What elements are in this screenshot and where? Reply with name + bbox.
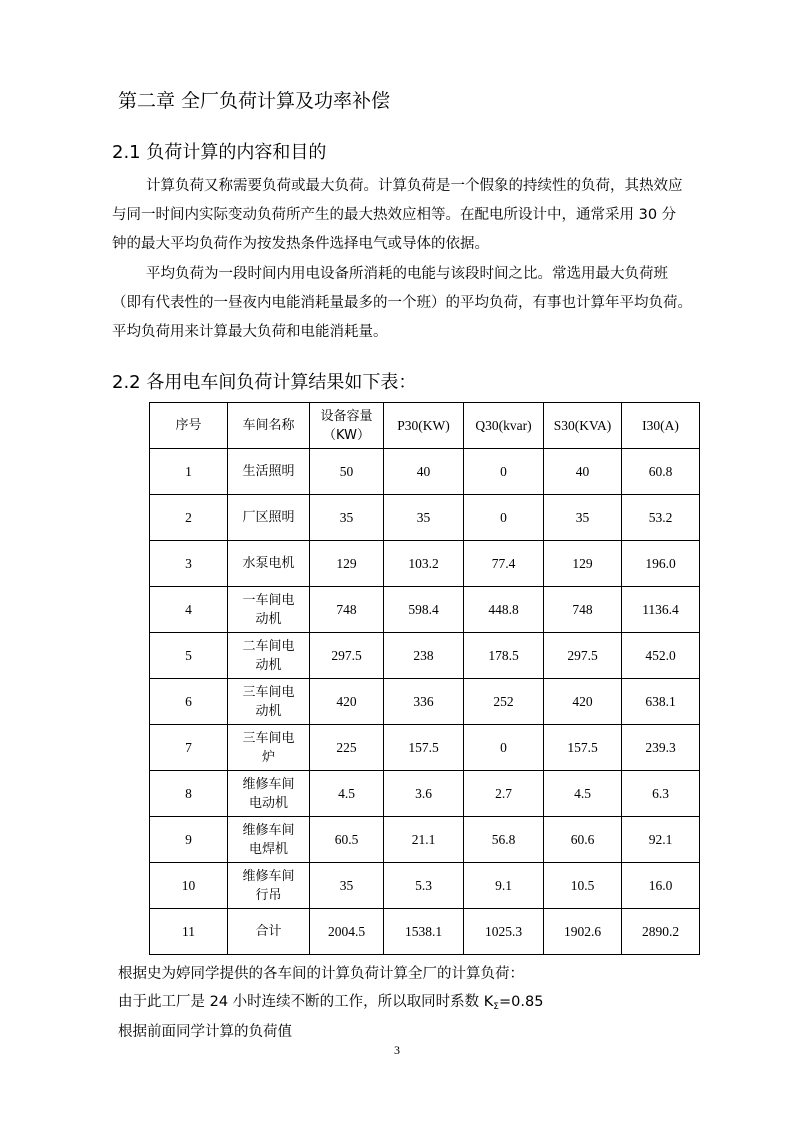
workshop-name-line: 一车间电 [242,592,295,608]
cell-workshop-name [228,771,310,817]
cell-workshop-name [228,541,310,587]
cell-p30: 21.1 [384,817,464,863]
workshop-name-line: 合计 [255,924,282,939]
table-row [150,909,700,955]
workshop-name-line: 行吊 [255,887,282,903]
header-no: 序号 [150,403,228,449]
cell-no: 11 [150,909,228,955]
cell-no: 6 [150,679,228,725]
header-p30: P30(KW) [384,403,464,449]
cell-q30: 9.1 [464,863,544,909]
cell-q30: 56.8 [464,817,544,863]
cell-workshop-name [228,495,310,541]
page-number: 3 [394,1043,400,1057]
cell-no: 2 [150,495,228,541]
cell-capacity: 35 [310,495,384,541]
cell-capacity: 420 [310,679,384,725]
workshop-name-line: 维修车间 [242,868,295,884]
cell-p30: 598.4 [384,587,464,633]
workshop-name-line: 维修车间 [242,776,295,792]
cell-workshop-name [228,449,310,495]
cell-q30: 178.5 [464,633,544,679]
cell-no: 1 [150,449,228,495]
note-line: 根据史为婷同学提供的各车间的计算负荷计算全厂的计算负荷： [118,966,524,982]
cell-no: 7 [150,725,228,771]
paragraph-line: 钟的最大平均负荷作为按发热条件选择电气或导体的依据。 [112,236,489,252]
cell-no: 5 [150,633,228,679]
table-row [150,817,700,863]
cell-capacity: 225 [310,725,384,771]
table-header-row [150,403,700,449]
cell-no: 8 [150,771,228,817]
cell-capacity: 297.5 [310,633,384,679]
paragraph-line: 平均负荷用来计算最大负荷和电能消耗量。 [112,324,388,340]
chapter-title: 第二章 全厂负荷计算及功率补偿 [118,90,391,112]
cell-i30: 2890.2 [622,909,700,955]
table-row [150,449,700,495]
table-row [150,495,700,541]
workshop-name-line: 电动机 [248,795,288,811]
cell-i30: 452.0 [622,633,700,679]
cell-s30: 10.5 [544,863,622,909]
cell-q30: 0 [464,725,544,771]
cell-p30: 157.5 [384,725,464,771]
table-row [150,541,700,587]
cell-no: 9 [150,817,228,863]
cell-s30: 129 [544,541,622,587]
paragraph-line: 计算负荷又称需要负荷或最大负荷。计算负荷是一个假象的持续性的负荷，其热效应 [146,178,683,194]
cell-q30: 0 [464,495,544,541]
cell-p30: 336 [384,679,464,725]
cell-no: 10 [150,863,228,909]
workshop-name-line: 三车间电 [242,730,295,746]
cell-i30: 53.2 [622,495,700,541]
coefficient-subscript: Σ [493,1002,499,1012]
paragraph-average-load [112,260,744,347]
workshop-name-line: 三车间电 [242,684,295,700]
cell-workshop-name [228,863,310,909]
workshop-name-line: 动机 [255,703,282,719]
workshop-name-line: 二车间电 [242,638,295,654]
header-capacity [310,403,384,449]
header-capacity-unit: （KW） [323,427,370,443]
cell-s30: 40 [544,449,622,495]
cell-i30: 92.1 [622,817,700,863]
cell-p30: 40 [384,449,464,495]
header-workshop-name: 车间名称 [228,403,310,449]
cell-capacity: 2004.5 [310,909,384,955]
cell-q30: 2.7 [464,771,544,817]
table-row [150,771,700,817]
cell-workshop-name [228,725,310,771]
load-calculation-table [149,402,700,955]
cell-p30: 35 [384,495,464,541]
cell-q30: 0 [464,449,544,495]
cell-s30: 4.5 [544,771,622,817]
section-title-2-1: 2.1 负荷计算的内容和目的 [112,142,327,163]
table-row [150,863,700,909]
paragraph-load-definition [112,172,744,259]
header-capacity-line: 设备容量 [320,408,373,424]
cell-capacity: 748 [310,587,384,633]
cell-workshop-name [228,679,310,725]
table-row [150,587,700,633]
table-row [150,633,700,679]
cell-i30: 1136.4 [622,587,700,633]
cell-s30: 297.5 [544,633,622,679]
cell-p30: 103.2 [384,541,464,587]
header-s30: S30(KVA) [544,403,622,449]
cell-i30: 16.0 [622,863,700,909]
cell-workshop-name [228,817,310,863]
cell-capacity: 4.5 [310,771,384,817]
note-coefficient [118,990,543,1012]
workshop-name-line: 炉 [261,749,275,765]
cell-p30: 5.3 [384,863,464,909]
cell-p30: 1538.1 [384,909,464,955]
cell-s30: 60.6 [544,817,622,863]
workshop-name-line: 电焊机 [248,841,288,857]
cell-capacity: 129 [310,541,384,587]
table-row [150,679,700,725]
cell-q30: 77.4 [464,541,544,587]
paragraph-line: 与同一时间内实际变动负荷所产生的最大热效应相等。在配电所设计中，通常采用 30 分 [112,207,677,223]
cell-no: 3 [150,541,228,587]
cell-capacity: 50 [310,449,384,495]
section-title-2-2: 2.2 各用电车间负荷计算结果如下表： [112,372,417,393]
cell-workshop-name [228,633,310,679]
cell-s30: 420 [544,679,622,725]
cell-i30: 6.3 [622,771,700,817]
workshop-name-line: 动机 [255,657,282,673]
paragraph-line: （即有代表性的一昼夜内电能消耗量最多的一个班）的平均负荷，有事也计算年平均负荷。 [112,295,692,311]
workshop-name-line: 水泵电机 [242,556,295,571]
workshop-name-line: 动机 [255,611,282,627]
cell-q30: 1025.3 [464,909,544,955]
note-line: 根据前面同学计算的负荷值 [118,1024,292,1040]
paragraph-line: 平均负荷为一段时间内用电设备所消耗的电能与该段时间之比。常选用最大负荷班 [146,266,668,282]
cell-q30: 448.8 [464,587,544,633]
cell-i30: 638.1 [622,679,700,725]
cell-s30: 35 [544,495,622,541]
workshop-name-line: 生活照明 [242,464,295,479]
cell-no: 4 [150,587,228,633]
cell-s30: 1902.6 [544,909,622,955]
cell-i30: 60.8 [622,449,700,495]
cell-s30: 157.5 [544,725,622,771]
cell-workshop-name [228,909,310,955]
cell-workshop-name [228,587,310,633]
cell-i30: 239.3 [622,725,700,771]
cell-i30: 196.0 [622,541,700,587]
cell-q30: 252 [464,679,544,725]
cell-s30: 748 [544,587,622,633]
cell-p30: 238 [384,633,464,679]
cell-capacity: 60.5 [310,817,384,863]
cell-p30: 3.6 [384,771,464,817]
coefficient-value: =0.85 [498,994,544,1010]
table-row [150,725,700,771]
header-i30: I30(A) [622,403,700,449]
note-coefficient-text: 由于此工厂是 24 小时连续不断的工作，所以取同时系数 K [118,994,494,1010]
header-q30: Q30(kvar) [464,403,544,449]
workshop-name-line: 维修车间 [242,822,295,838]
workshop-name-line: 厂区照明 [242,510,295,525]
cell-capacity: 35 [310,863,384,909]
